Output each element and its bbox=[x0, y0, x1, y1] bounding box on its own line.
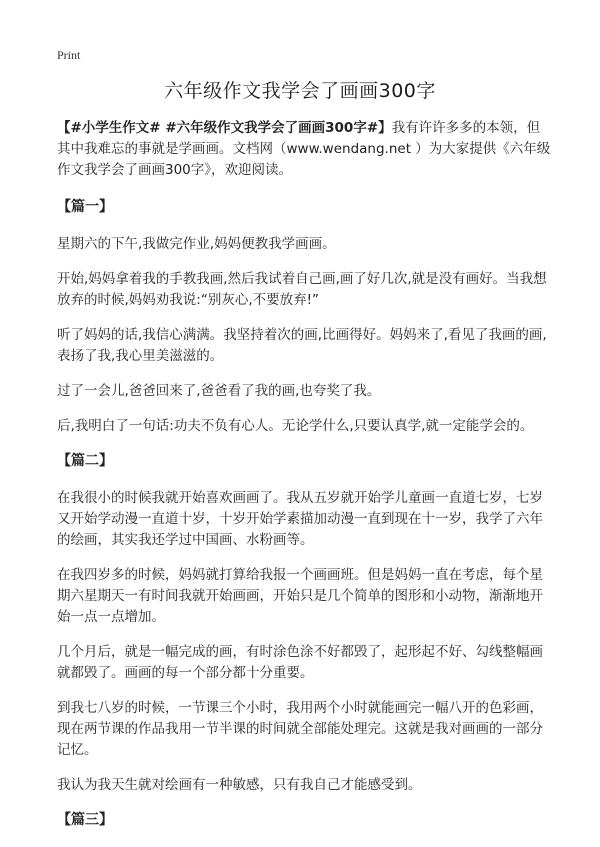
intro-tag: 【#小学生作文# #六年级作文我学会了画画300字#】 bbox=[57, 120, 392, 136]
section-heading-2: 【篇二】 bbox=[57, 453, 113, 469]
print-label[interactable]: Print bbox=[57, 48, 81, 62]
document-title: 六年级作文我学会了画画300字 bbox=[164, 80, 436, 102]
paragraph: 后,我明白了一句话:功夫不负有心人。无论学什么,只要认真学,就一定能学会的。 bbox=[57, 418, 534, 434]
intro-paragraph bbox=[57, 118, 552, 181]
paragraph: 听了妈妈的话,我信心满满。我坚持着次的画,比画得好。妈妈来了,看见了我画的画,表扬了我,我心里美滋滋的。 bbox=[57, 327, 547, 364]
paragraph: 我认为我天生就对绘画有一种敏感，只有我自己才能感受到。 bbox=[57, 777, 422, 793]
intro-text: 我有许许多多的本领，但其中我难忘的事就是学画画。文档网（www.wendang.net ）为大家提供《六年级作文我学会了画画300字》，欢迎阅读。 bbox=[57, 120, 551, 178]
document-body bbox=[57, 118, 552, 847]
paragraph: 几个月后，就是一幅完成的画，有时涂色涂不好都毁了，起形起不好、勾线整幅画就都毁了。画画的每一个部分都十分重要。 bbox=[57, 644, 543, 681]
section-heading-1: 【篇一】 bbox=[57, 199, 113, 215]
paragraph: 在我很小的时候我就开始喜欢画画了。我从五岁就开始学儿童画一直道七岁，七岁又开始学动漫一直道十岁，十岁开始学素描加动漫一直到现在十一岁，我学了六年的绘画，其实我还学过中国画、水粉画等。 bbox=[57, 490, 543, 548]
paragraph: 开始,妈妈拿着我的手教我画,然后我试着自己画,画了好几次,就是没有画好。当我想放弃的时候,妈妈劝我说:“别灰心,不要放弃!” bbox=[57, 271, 547, 308]
paragraph: 星期六的下午,我做完作业,妈妈便教我学画画。 bbox=[57, 236, 336, 252]
paragraph: 过了一会儿,爸爸回来了,爸爸看了我的画,也夸奖了我。 bbox=[57, 383, 381, 399]
paragraph: 到我七八岁的时候，一节课三个小时，我用两个小时就能画完一幅八开的色彩画，现在两节课的作品我用一节半课的时间就全部能处理完。这就是我对画画的一部分记忆。 bbox=[57, 700, 543, 758]
paragraph: 在我四岁多的时候，妈妈就打算给我报一个画画班。但是妈妈一直在考虑，每个星期六星期天一有时间我就开始画画，开始只是几个简单的图形和小动物，渐渐地开始一点一点增加。 bbox=[57, 567, 543, 625]
section-heading-3: 【篇三】 bbox=[57, 812, 113, 828]
